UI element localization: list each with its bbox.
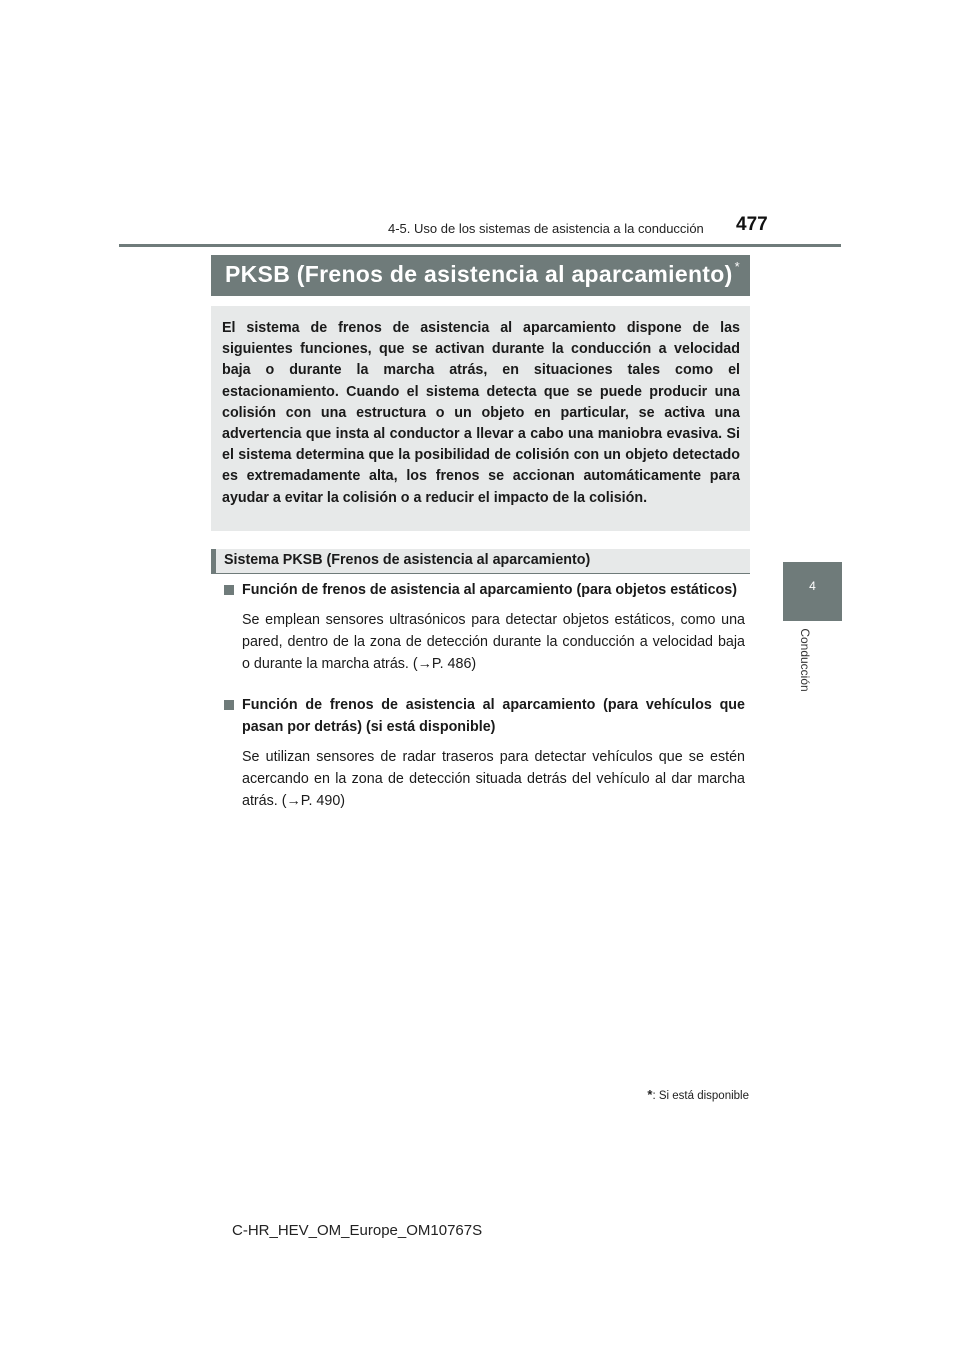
chapter-number: 4: [809, 579, 816, 593]
availability-marker: *: [734, 259, 740, 274]
chapter-tab[interactable]: [783, 562, 842, 621]
document-code: C-HR_HEV_OM_Europe_OM10767S: [232, 1222, 483, 1239]
running-header: 4-5. Uso de los sistemas de asistencia a la conducción: [388, 221, 704, 236]
item-heading-text: Función de frenos de asistencia al aparcamiento (para vehículos que pasan por detrás) (si está disponible): [242, 697, 745, 735]
item-body-text: Se utilizan sensores de radar traseros para detectar vehículos que se estén acercando en la zona de detección situada detrás del vehículo al dar marcha atrás. (: [242, 749, 745, 809]
asterisk-icon: *: [647, 1087, 653, 1102]
header-divider: [119, 244, 841, 247]
section-title-text: PKSB (Frenos de asistencia al aparcamiento): [225, 261, 733, 287]
intro-paragraph: El sistema de frenos de asistencia al aparcamiento dispone de las siguientes funciones, que se activan durante la conducción a velocidad baja o durante la marcha atrás, en situaciones tales como el estacionamiento. Cuando el sistema detecta que se puede producir una colisión con una estructura o un objeto en particular, se activa una advertencia que insta al conductor a llevar a cabo una maniobra evasiva. Si el sistema determina que la posibilidad de colisión con un objeto detectado es extremadamente alta, los frenos se accionan automáticamente para ayudar a evitar la colisión o a reducir el impacto de la colisión.: [211, 306, 750, 531]
item-heading-text: Función de frenos de asistencia al aparcamiento (para objetos estáticos): [242, 582, 737, 598]
page-reference-link[interactable]: →P. 490: [286, 793, 341, 809]
list-item: [224, 694, 745, 812]
item-body-text: Se emplean sensores ultrasónicos para detectar objetos estáticos, como una pared, dentro de la zona de detección durante la conducción a velocidad baja o durante la marcha atrás. (: [242, 612, 745, 672]
chapter-name: Conducción: [798, 628, 812, 692]
square-bullet-icon: [224, 585, 234, 595]
item-heading: [224, 694, 745, 738]
list-item: [224, 579, 745, 675]
section-title: [211, 255, 750, 296]
item-body: [224, 609, 745, 675]
square-bullet-icon: [224, 700, 234, 710]
page-number: 477: [736, 214, 768, 235]
subsection-heading: Sistema PKSB (Frenos de asistencia al aparcamiento): [211, 549, 750, 574]
footnote: [620, 1087, 749, 1102]
item-body-close: ): [471, 656, 477, 672]
item-body-close: ): [340, 793, 346, 809]
item-body: [224, 746, 745, 812]
item-heading: [224, 579, 745, 601]
footnote-text: : Si está disponible: [652, 1090, 749, 1102]
page-reference-link[interactable]: →P. 486: [417, 656, 472, 672]
